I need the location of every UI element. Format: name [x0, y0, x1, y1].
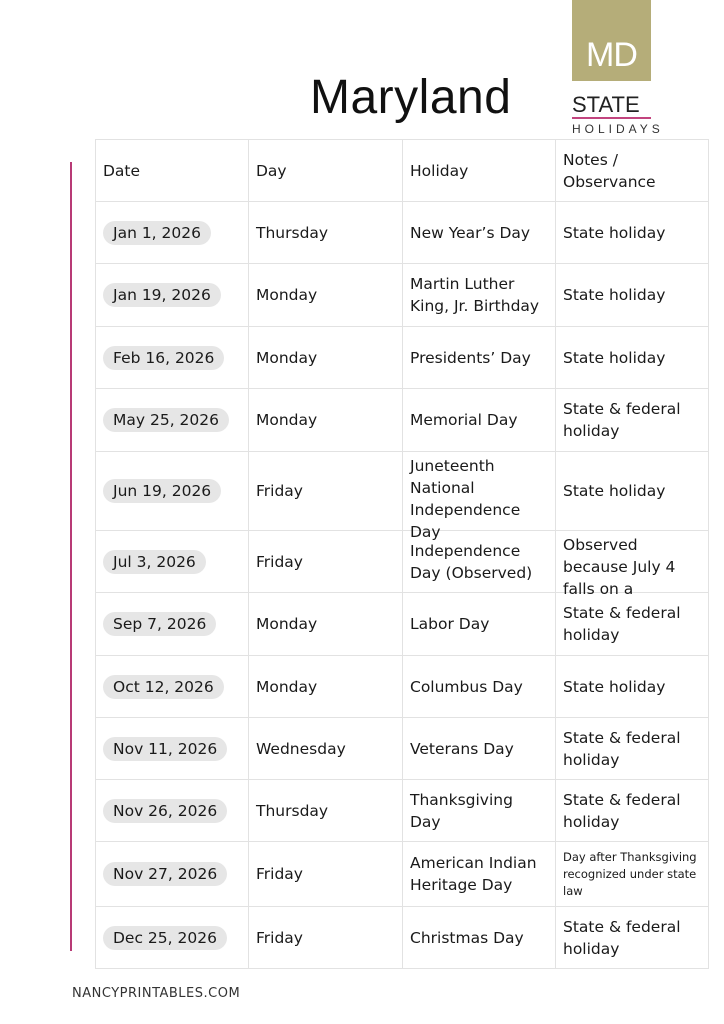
holiday-cell — [403, 842, 556, 907]
day-cell: Wednesday — [249, 718, 403, 780]
day-cell: Friday — [249, 531, 403, 593]
notes-cell — [556, 327, 709, 389]
date-cell — [96, 264, 249, 327]
holiday-name: Martin Luther King, Jr. Birthday — [410, 275, 540, 315]
holiday-cell — [403, 718, 556, 780]
notes-cell — [556, 718, 709, 780]
table-row — [96, 389, 709, 452]
notes-text: State holiday — [563, 286, 666, 304]
date-cell — [96, 327, 249, 389]
day-cell: Monday — [249, 327, 403, 389]
date-pill: Jun 19, 2026 — [103, 479, 221, 503]
notes-text: State holiday — [563, 348, 666, 367]
date-pill: May 25, 2026 — [103, 408, 229, 432]
table-row — [96, 327, 709, 389]
table-row — [96, 531, 709, 593]
holiday-table — [95, 139, 709, 969]
notes-cell — [556, 531, 709, 598]
day-cell: Monday — [249, 264, 403, 327]
notes-text: State & federal holiday — [563, 604, 681, 644]
table-row — [96, 593, 709, 656]
date-pill: Oct 12, 2026 — [103, 675, 224, 699]
notes-text: State holiday — [563, 677, 666, 696]
notes-text: State & federal holiday — [563, 790, 681, 831]
header-holiday: Holiday — [403, 140, 556, 202]
holiday-cell — [403, 593, 556, 656]
date-pill: Nov 11, 2026 — [103, 737, 227, 761]
accent-underline — [572, 117, 651, 119]
holiday-name: American Indian Heritage Day — [410, 854, 537, 894]
table-row — [96, 452, 709, 531]
notes-text: State holiday — [563, 482, 666, 500]
day-cell: Friday — [249, 452, 403, 531]
holidays-label: HOLIDAYS — [572, 122, 664, 136]
date-cell — [96, 780, 249, 842]
date-cell — [96, 718, 249, 780]
notes-cell — [556, 907, 709, 969]
day-cell: Monday — [249, 593, 403, 656]
table-row — [96, 656, 709, 718]
holiday-name: Juneteenth National Independence Day — [410, 456, 521, 541]
notes-text: State & federal holiday — [563, 917, 681, 958]
notes-cell — [556, 264, 709, 327]
md-logo: MD — [572, 0, 651, 81]
day-cell: Friday — [249, 842, 403, 907]
accent-vertical-line — [70, 162, 72, 951]
holiday-name: Veterans Day — [410, 739, 514, 758]
date-pill: Jan 19, 2026 — [103, 283, 221, 307]
page-title: Maryland — [310, 71, 512, 124]
table-row — [96, 264, 709, 327]
day-cell: Thursday — [249, 202, 403, 264]
table-row — [96, 907, 709, 969]
date-pill: Feb 16, 2026 — [103, 346, 224, 370]
date-pill: Sep 7, 2026 — [103, 612, 216, 636]
holiday-name: Memorial Day — [410, 411, 518, 429]
holiday-cell — [403, 452, 556, 541]
date-pill: Dec 25, 2026 — [103, 926, 227, 950]
holiday-name: Presidents’ Day — [410, 348, 531, 367]
table-row — [96, 202, 709, 264]
notes-text: Observed because July 4 falls on a — [563, 535, 676, 598]
date-pill: Nov 26, 2026 — [103, 799, 227, 823]
table-header-row — [96, 140, 709, 202]
notes-cell — [556, 593, 709, 656]
date-pill: Jan 1, 2026 — [103, 221, 211, 245]
table-row — [96, 842, 709, 907]
date-cell — [96, 656, 249, 718]
holiday-name: Labor Day — [410, 615, 490, 633]
day-cell: Thursday — [249, 780, 403, 842]
holiday-cell — [403, 531, 556, 593]
notes-cell — [556, 202, 709, 264]
holiday-cell — [403, 327, 556, 389]
table-row — [96, 780, 709, 842]
notes-cell — [556, 842, 709, 907]
holiday-cell — [403, 202, 556, 264]
holiday-name: Thanksgiving Day — [410, 790, 513, 831]
notes-cell — [556, 452, 709, 531]
holiday-name: Christmas Day — [410, 928, 524, 947]
date-cell — [96, 389, 249, 452]
holiday-name: Independence Day (Observed) — [410, 541, 533, 582]
date-pill: Nov 27, 2026 — [103, 862, 227, 886]
table-row — [96, 718, 709, 780]
day-cell: Friday — [249, 907, 403, 969]
holiday-cell — [403, 389, 556, 452]
date-cell — [96, 593, 249, 656]
holiday-name: Columbus Day — [410, 677, 523, 696]
holiday-cell — [403, 780, 556, 842]
notes-cell — [556, 656, 709, 718]
holiday-cell — [403, 264, 556, 327]
date-cell — [96, 531, 249, 593]
holiday-cell — [403, 907, 556, 969]
holiday-name: New Year’s Day — [410, 223, 531, 242]
holiday-cell — [403, 656, 556, 718]
notes-text: State & federal holiday — [563, 400, 681, 440]
date-cell — [96, 202, 249, 264]
notes-cell — [556, 780, 709, 842]
notes-text: Day after Thanksgiving recognized under state law — [563, 849, 697, 898]
date-cell — [96, 907, 249, 969]
header-notes: Notes / Observance — [556, 140, 709, 202]
date-pill: Jul 3, 2026 — [103, 550, 206, 574]
notes-text: State holiday — [563, 223, 666, 242]
footer-website: NANCYPRINTABLES.COM — [72, 986, 241, 1001]
day-cell: Monday — [249, 656, 403, 718]
day-cell: Monday — [249, 389, 403, 452]
state-label: STATE — [572, 92, 640, 117]
notes-text: State & federal holiday — [563, 728, 681, 769]
notes-cell — [556, 389, 709, 452]
header-date: Date — [96, 140, 249, 202]
header-day: Day — [249, 140, 403, 202]
date-cell — [96, 452, 249, 531]
date-cell — [96, 842, 249, 907]
